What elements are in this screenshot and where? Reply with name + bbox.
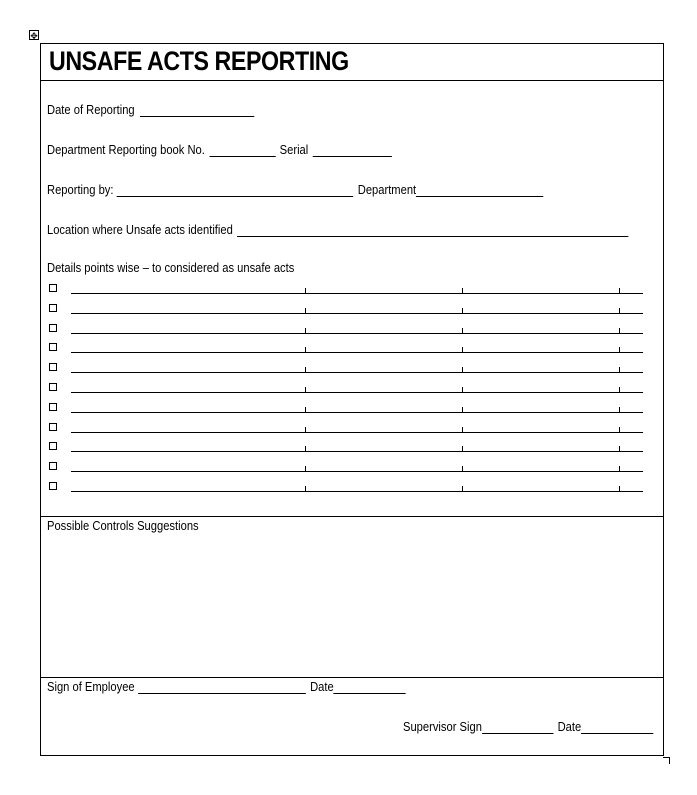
checklist-item-line[interactable]	[71, 352, 643, 353]
checkbox-icon[interactable]	[49, 423, 57, 431]
form-title: UNSAFE ACTS REPORTING	[49, 46, 349, 76]
unsafe-acts-form	[40, 43, 664, 756]
employee-date-field[interactable]	[334, 681, 406, 694]
checklist-item-line[interactable]	[71, 293, 643, 294]
line-segment-divider	[305, 427, 306, 433]
line-segment-divider	[619, 367, 620, 373]
line-segment-divider	[619, 486, 620, 492]
checklist-item	[49, 421, 643, 435]
line-segment-divider	[462, 387, 463, 393]
checklist-item-line[interactable]	[71, 313, 643, 314]
date-of-reporting-label: Date of Reporting	[47, 102, 135, 117]
line-segment-divider	[305, 387, 306, 393]
checkbox-icon[interactable]	[49, 304, 57, 312]
checkbox-icon[interactable]	[49, 343, 57, 351]
checklist-item	[49, 460, 643, 474]
supervisor-sign-row	[403, 719, 653, 734]
location-label: Location where Unsafe acts identified	[47, 222, 233, 237]
checklist-item-line[interactable]	[71, 451, 643, 452]
checklist-item	[49, 381, 643, 395]
line-segment-divider	[462, 308, 463, 314]
line-segment-divider	[305, 466, 306, 472]
line-segment-divider	[619, 308, 620, 314]
checklist-item-line[interactable]	[71, 491, 643, 492]
checklist-item-line[interactable]	[71, 333, 643, 334]
signature-section	[41, 677, 663, 757]
supervisor-date-label: Date	[557, 719, 582, 734]
header-section	[41, 44, 663, 81]
line-segment-divider	[462, 347, 463, 353]
date-of-reporting-row	[47, 102, 254, 117]
checkbox-icon[interactable]	[49, 284, 57, 292]
details-section	[41, 80, 663, 517]
line-segment-divider	[305, 446, 306, 452]
controls-label: Possible Controls Suggestions	[47, 518, 199, 533]
checklist-item-line[interactable]	[71, 432, 643, 433]
dept-book-row	[47, 142, 392, 157]
controls-section[interactable]	[41, 516, 663, 678]
checklist-item	[49, 282, 643, 296]
employee-sign-row	[47, 679, 406, 694]
page-corner-mark	[663, 757, 670, 764]
checkbox-icon[interactable]	[49, 403, 57, 411]
line-segment-divider	[462, 466, 463, 472]
line-segment-divider	[619, 466, 620, 472]
line-segment-divider	[305, 407, 306, 413]
details-heading-row	[47, 260, 294, 275]
line-segment-divider	[462, 486, 463, 492]
line-segment-divider	[462, 328, 463, 334]
checkbox-icon[interactable]	[49, 383, 57, 391]
serial-field[interactable]	[313, 144, 392, 157]
checklist-item	[49, 401, 643, 415]
checklist-item	[49, 322, 643, 336]
dept-book-label: Department Reporting book No.	[47, 142, 205, 157]
checkbox-icon[interactable]	[49, 442, 57, 450]
line-segment-divider	[305, 328, 306, 334]
line-segment-divider	[619, 446, 620, 452]
location-field[interactable]	[237, 224, 628, 237]
employee-date-label: Date	[310, 679, 334, 694]
reporting-by-label: Reporting by:	[47, 182, 114, 197]
supervisor-sign-label: Supervisor Sign	[403, 719, 482, 734]
checklist-item	[49, 480, 643, 494]
details-label: Details points wise – to considered as unsafe acts	[47, 260, 295, 275]
checkbox-icon[interactable]	[49, 324, 57, 332]
line-segment-divider	[462, 446, 463, 452]
line-segment-divider	[305, 486, 306, 492]
line-segment-divider	[462, 288, 463, 294]
line-segment-divider	[619, 347, 620, 353]
line-segment-divider	[462, 407, 463, 413]
employee-sign-label: Sign of Employee	[47, 679, 135, 694]
dept-book-field[interactable]	[209, 144, 275, 157]
line-segment-divider	[305, 308, 306, 314]
controls-row	[47, 518, 199, 533]
line-segment-divider	[619, 328, 620, 334]
checklist-item	[49, 302, 643, 316]
checkbox-icon[interactable]	[49, 482, 57, 490]
line-segment-divider	[619, 407, 620, 413]
line-segment-divider	[462, 427, 463, 433]
checklist-item	[49, 440, 643, 454]
department-field[interactable]	[416, 184, 543, 197]
line-segment-divider	[619, 427, 620, 433]
checklist-item-line[interactable]	[71, 471, 643, 472]
checkbox-icon[interactable]	[49, 462, 57, 470]
reporting-by-field[interactable]	[117, 184, 354, 197]
line-segment-divider	[619, 387, 620, 393]
date-of-reporting-field[interactable]	[140, 104, 254, 117]
supervisor-date-field[interactable]	[581, 721, 653, 734]
line-segment-divider	[305, 367, 306, 373]
line-segment-divider	[619, 288, 620, 294]
checklist-item-line[interactable]	[71, 412, 643, 413]
department-label: Department	[357, 182, 417, 197]
table-move-handle-icon[interactable]: ✥	[30, 31, 38, 41]
checklist-item-line[interactable]	[71, 372, 643, 373]
reporting-by-row	[47, 182, 543, 197]
checklist-item	[49, 361, 643, 375]
serial-label: Serial	[279, 142, 309, 157]
location-row	[47, 222, 628, 237]
checkbox-icon[interactable]	[49, 363, 57, 371]
checklist-item-line[interactable]	[71, 392, 643, 393]
line-segment-divider	[462, 367, 463, 373]
supervisor-sign-field[interactable]	[482, 721, 553, 734]
employee-sign-field[interactable]	[138, 681, 306, 694]
checklist-item	[49, 341, 643, 355]
line-segment-divider	[305, 288, 306, 294]
line-segment-divider	[305, 347, 306, 353]
